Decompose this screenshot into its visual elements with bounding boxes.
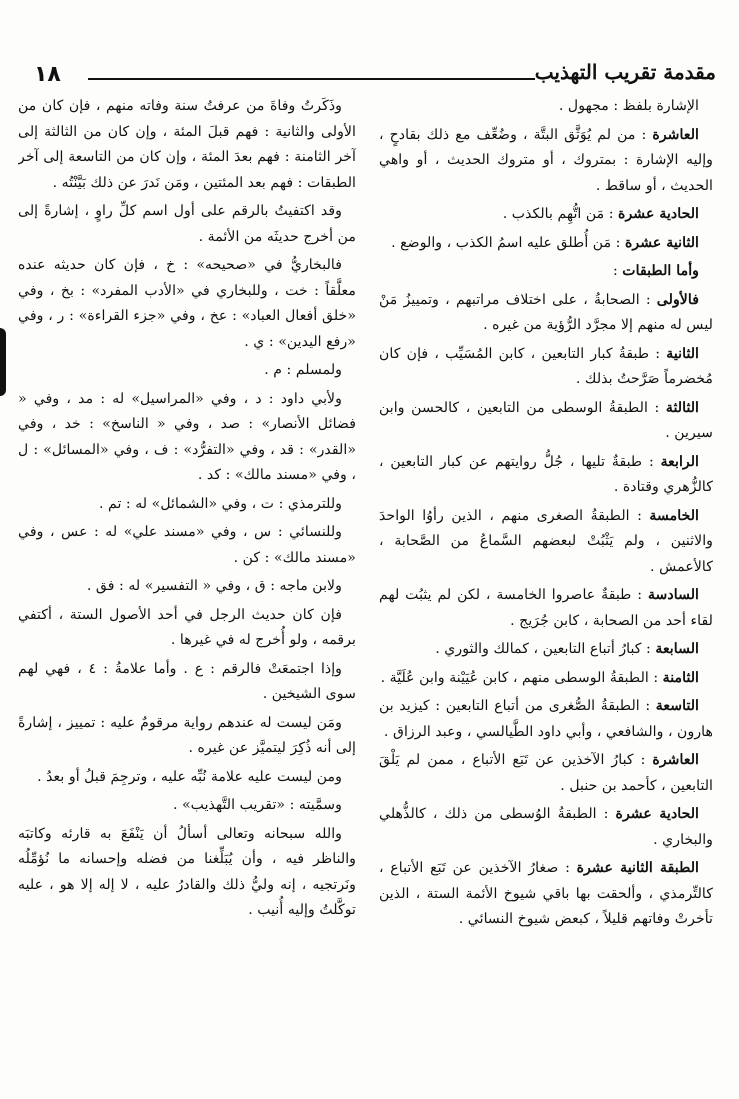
paragraph-lead: فالأولى xyxy=(656,291,699,308)
paragraph-text: ولأبي داود : د ، وفي «المراسيل» له : مد ، وفي « فضائل الأنصار» : صد ، وفي « الناسخ» : خد ، وفي «القدر» : قد ، وفي «التفرُّد» : ف ، وفي «المسائل» : ل ، وفي «مسند مالك» : كد . xyxy=(18,390,356,483)
paragraph-text: : كبارُ الآخذين عن تَبَع الأتباع ، ممن لم يَلْقَ التابعين ، كأحمد بن حنبل . xyxy=(379,752,713,794)
right-column-paragraph xyxy=(379,396,713,447)
paragraph-text: وذَكَرتُ وفاةَ من عرفتُ سنة وفاته منهم ، فإن كان من الأولى والثانية : فهم قبلَ المئة ، وإن كان من الثالثة إلى آخر الثامنة : فهم بعدَ المئة ، وإن كان من التاسعة إلى آخر الطبقات : فهم بعد المئتين ، ومَن نَدرَ عن ذلك بَيَّنْتُه . xyxy=(18,98,356,191)
left-column-paragraph xyxy=(18,657,356,708)
paragraph-text: ولابن ماجه : ق ، وفي « التفسير» له : فق . xyxy=(86,578,342,594)
right-column-paragraph xyxy=(379,504,713,581)
paragraph-lead: الحادية عشرة xyxy=(615,806,700,822)
paragraph-text: والله سبحانه وتعالى أسألُ أن يَنْفَعَ به قارئه وكاتبَه والناظر فيه ، وأن يُبَلِّغنا من فضله وإحسانه ما نُؤمِّلُه ونَرتجيه ، إنه وليُّ ذلك والقادرُ عليه ، لا إله إلا هو ، عليه توكَّلتُ وإليه أُنيب . xyxy=(18,825,356,918)
paragraph-text: ومن ليست عليه علامة نُبِّه عليه ، وترجِمَ قبلُ أو بعدُ . xyxy=(37,768,342,785)
right-column-paragraph xyxy=(379,202,713,228)
paragraph-lead: الثانية عشرة xyxy=(624,234,699,251)
paragraph-text: ومَن ليست له عندهم رواية مرقومٌ عليه : تمييز ، إشارةً إلى أنه ذُكِرَ ليتميَّز عن غيره . xyxy=(18,714,356,756)
left-column-paragraph xyxy=(18,94,356,196)
left-column-paragraph xyxy=(18,822,356,924)
right-column-paragraph xyxy=(379,342,713,393)
paragraph-lead: التاسعة xyxy=(655,698,699,714)
left-column-paragraph xyxy=(18,711,356,762)
right-column-paragraph xyxy=(379,450,713,501)
right-column-paragraph xyxy=(379,288,713,339)
paragraph-text: : الصحابةُ ، على اختلاف مراتبهم ، وتمييزُ مَنْ ليس له منهم إلا مجرَّد الرُّؤية من غيره . xyxy=(379,291,713,333)
right-column-paragraph xyxy=(379,583,713,634)
paragraph-text: فإن كان حديث الرجل في أحد الأصول الستة ، أكتفي برقمه ، ولو أُخرج له في غيرها . xyxy=(18,606,356,648)
paragraph-text: وسمَّيته : «تقريب التَّهذيب» . xyxy=(172,797,342,813)
paragraph-text: : كبارُ أتباع التابعين ، كمالك والثوري . xyxy=(435,641,656,657)
paragraph-text: : طبقةُ كبار التابعين ، كابن المُسَيِّب ، فإن كان مُخضرماً صَرَّحتُ بذلك . xyxy=(379,345,713,387)
paragraph-lead: وأما الطبقات xyxy=(622,263,699,279)
running-title: مقدمة تقريب التهذيب xyxy=(534,60,716,84)
paragraph-text: : الطبقةُ الوسطى منهم ، كابن عُيَيْنة وابن عُلَيَّة . xyxy=(380,669,663,686)
paragraph-lead: الثامنة xyxy=(662,669,699,686)
page-edge-mark xyxy=(0,328,6,396)
right-column-paragraph xyxy=(379,856,713,933)
right-column-paragraph xyxy=(379,748,713,799)
paragraph-text: : من لم يُوَثَّق البتَّة ، وضُعِّف مع ذلك بقادحٍ ، وإليه الإشارة : بمتروك ، أو متروك الحديث ، أو واهي الحديث ، أو ساقط . xyxy=(379,126,713,194)
left-column-paragraph xyxy=(18,387,356,489)
left-column-paragraph xyxy=(18,358,356,384)
header-rule xyxy=(88,78,535,80)
paragraph-text: : مَن اتُّهِم بالكذب . xyxy=(502,206,619,222)
paragraph-text: الإشارة بلفظ : مجهول . xyxy=(558,98,699,114)
right-column-paragraph xyxy=(379,694,713,745)
paragraph-text: : الطبقةُ الوسطى من التابعين ، كالحسن وابن سيرين . xyxy=(379,399,713,441)
right-column-paragraph xyxy=(379,259,713,285)
paragraph-lead: الخامسة xyxy=(649,507,699,524)
running-header xyxy=(20,58,720,94)
left-column-paragraph xyxy=(18,765,356,791)
paragraph-text: : الطبقةُ الوُسطى من ذلك ، كالذُّهلي والبخاري . xyxy=(379,806,713,848)
right-column-paragraph xyxy=(379,231,713,257)
left-column-paragraph xyxy=(18,253,356,355)
paragraph-text: : الطبقةُ الصغرى منهم ، الذين رأوُا الواحدَ والاثنين ، ولم يَثْبُتْ لبعضهم السَّماعُ من الصَّحابة ، كالأعمش . xyxy=(379,507,713,575)
paragraph-text: : xyxy=(613,263,623,279)
paragraph-lead: السادسة xyxy=(647,587,699,603)
paragraph-text: : طبقةٌ تليها ، جُلُّ روايتهم عن كبار التابعين ، كالزُّهري وقتادة . xyxy=(379,453,713,495)
paragraph-text: وقد اكتفيتُ بالرقم على أول اسم كلِّ راوٍ ، إشارةً إلى من أخرج حديثَه من الأئمة . xyxy=(18,203,356,245)
left-column-paragraph xyxy=(18,199,356,250)
right-column xyxy=(379,94,713,1009)
left-column-paragraph xyxy=(18,574,356,600)
paragraph-text: فالبخاريُّ في «صحيحه» : خ ، فإن كان حديثه عنده معلَّقاً : خت ، وللبخاري في «الأدب المفرد» : بخ ، وفي «خلق أفعال العباد» : عخ ، وفي «جزء القراءة» : ر ، وفي «رفع اليدين» : ي . xyxy=(18,257,356,350)
paragraph-text: ولمسلم : م . xyxy=(264,362,342,378)
left-column xyxy=(18,94,356,1009)
paragraph-text: وللنسائي : س ، وفي «مسند علي» له : عس ، وفي «مسند مالك» : كن . xyxy=(18,524,356,566)
paragraph-text: وللترمذي : ت ، وفي «الشمائل» له : تم . xyxy=(98,495,342,512)
left-column-paragraph xyxy=(18,603,356,654)
left-column-paragraph xyxy=(18,520,356,571)
paragraph-text: : صغارُ الآخذين عن تَبَع الأتباع ، كالتِّرمذي ، وألحقت بها باقي شيوخ الأئمة الستة ، الذين تأخرتْ وفاتهم قليلاً ، كبعض شيوخ النسائي . xyxy=(379,860,713,927)
paragraph-text: وإذا اجتمعَتْ فالرقم : ع . وأما علامةُ : ٤ ، فهي لهم سوى الشيخين . xyxy=(18,660,356,702)
left-column-paragraph xyxy=(18,793,356,819)
right-column-paragraph xyxy=(379,802,713,853)
paragraph-lead: السابعة xyxy=(655,641,699,657)
paragraph-lead: العاشرة xyxy=(652,126,699,143)
paragraph-lead: الثانية xyxy=(666,345,699,362)
paragraph-lead: الطبقة الثانية عشرة xyxy=(576,860,699,876)
right-column-paragraph xyxy=(379,94,713,120)
paragraph-text: : الطبقةُ الصُّغرى من أتباع التابعين : كيزيد بن هارون ، والشافعي ، وأبي داود الطَّيالسي ، وعبد الرزاق . xyxy=(379,698,713,740)
paragraph-lead: الثالثة xyxy=(665,399,699,416)
paragraph-text: : طبقةٌ عاصروا الخامسة ، لكن لم يثبُت لهم لقاء أحد من الصحابة ، كابن جُرَيج . xyxy=(379,587,713,629)
right-column-paragraph xyxy=(379,666,713,692)
paragraph-lead: العاشرة xyxy=(652,752,699,768)
paragraph-text: : مَن أُطلق عليه اسمُ الكذب ، والوضع . xyxy=(391,234,625,251)
paragraph-lead: الحادية عشرة xyxy=(618,206,699,222)
right-column-paragraph xyxy=(379,123,713,200)
page-number: ١٨ xyxy=(34,62,61,87)
right-column-paragraph xyxy=(379,637,713,663)
paragraph-lead: الرابعة xyxy=(660,453,699,470)
left-column-paragraph xyxy=(18,492,356,518)
